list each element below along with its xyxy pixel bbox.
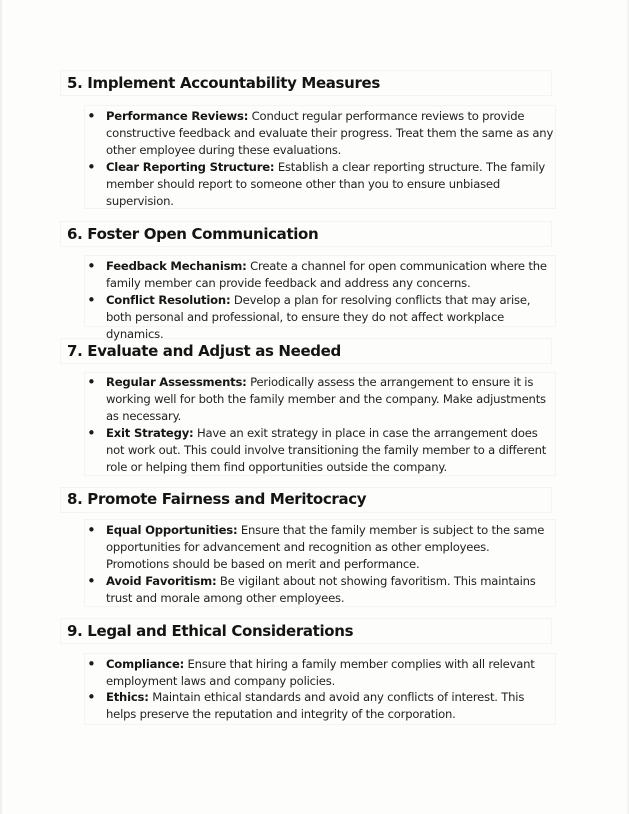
- item-title: Compliance:: [106, 657, 185, 671]
- section-heading: 9. Legal and Ethical Considerations: [67, 622, 354, 640]
- list-item-text: [106, 258, 554, 292]
- bullet: •: [87, 158, 96, 176]
- section-heading: 8. Promote Fairness and Meritocracy: [67, 490, 367, 508]
- list-item-text: [106, 108, 554, 159]
- item-title: Performance Reviews:: [106, 109, 249, 123]
- bullet: •: [87, 291, 96, 309]
- list-item-text: [106, 425, 554, 476]
- list-item-text: [106, 689, 554, 723]
- list-item-text: [106, 292, 554, 343]
- item-title: Regular Assessments:: [106, 375, 247, 389]
- bullet: •: [87, 107, 96, 125]
- item-body: Create a channel for open communication where the family member can provide feedback and address any concerns.: [106, 259, 547, 290]
- bullet: •: [87, 521, 96, 539]
- item-body: Ensure that hiring a family member complies with all relevant employment laws and company policies.: [106, 657, 535, 688]
- list-item-text: [106, 573, 554, 607]
- item-title: Clear Reporting Structure:: [106, 160, 275, 174]
- bullet: •: [87, 424, 96, 442]
- bullet: •: [87, 257, 96, 275]
- section-heading: 6. Foster Open Communication: [67, 225, 319, 243]
- section-heading: 5. Implement Accountability Measures: [67, 74, 380, 92]
- list-item-text: [106, 159, 554, 210]
- list-item-text: [106, 374, 554, 425]
- item-body: Maintain ethical standards and avoid any conflicts of interest. This helps preserve the reputation and integrity of the corporation.: [106, 690, 525, 721]
- list-item-text: [106, 656, 554, 690]
- bullet: •: [87, 373, 96, 391]
- item-body: Have an exit strategy in place in case the arrangement does not work out. This could involve transitioning the family member to a different role or helping them find opportunities outside the company.: [106, 426, 547, 474]
- item-body: Periodically assess the arrangement to ensure it is working well for both the family member and the company. Make adjustments as necessary.: [106, 375, 546, 423]
- item-body: Be vigilant about not showing favoritism. This maintains trust and morale among other employees.: [106, 574, 536, 605]
- item-body: Develop a plan for resolving conflicts that may arise, both personal and professional, to ensure they do not affect workplace dynamics.: [106, 293, 531, 341]
- bullet: •: [87, 655, 96, 673]
- page-left-edge: [0, 0, 2, 814]
- item-title: Equal Opportunities:: [106, 523, 238, 537]
- item-title: Feedback Mechanism:: [106, 259, 247, 273]
- item-title: Ethics:: [106, 690, 149, 704]
- section-heading: 7. Evaluate and Adjust as Needed: [67, 342, 341, 360]
- item-body: Establish a clear reporting structure. The family member should report to someone other than you to ensure unbiased supervision.: [106, 160, 546, 208]
- item-body: Ensure that the family member is subject to the same opportunities for advancement and recognition as other employees. Promotions should be based on merit and performance.: [106, 523, 545, 571]
- list-item-text: [106, 522, 554, 573]
- item-title: Avoid Favoritism:: [106, 574, 217, 588]
- item-body: Conduct regular performance reviews to provide constructive feedback and evaluate their progress. Treat them the same as any other employee during these evaluations.: [106, 109, 554, 157]
- bullet: •: [87, 688, 96, 706]
- item-title: Conflict Resolution:: [106, 293, 231, 307]
- bullet: •: [87, 572, 96, 590]
- item-title: Exit Strategy:: [106, 426, 194, 440]
